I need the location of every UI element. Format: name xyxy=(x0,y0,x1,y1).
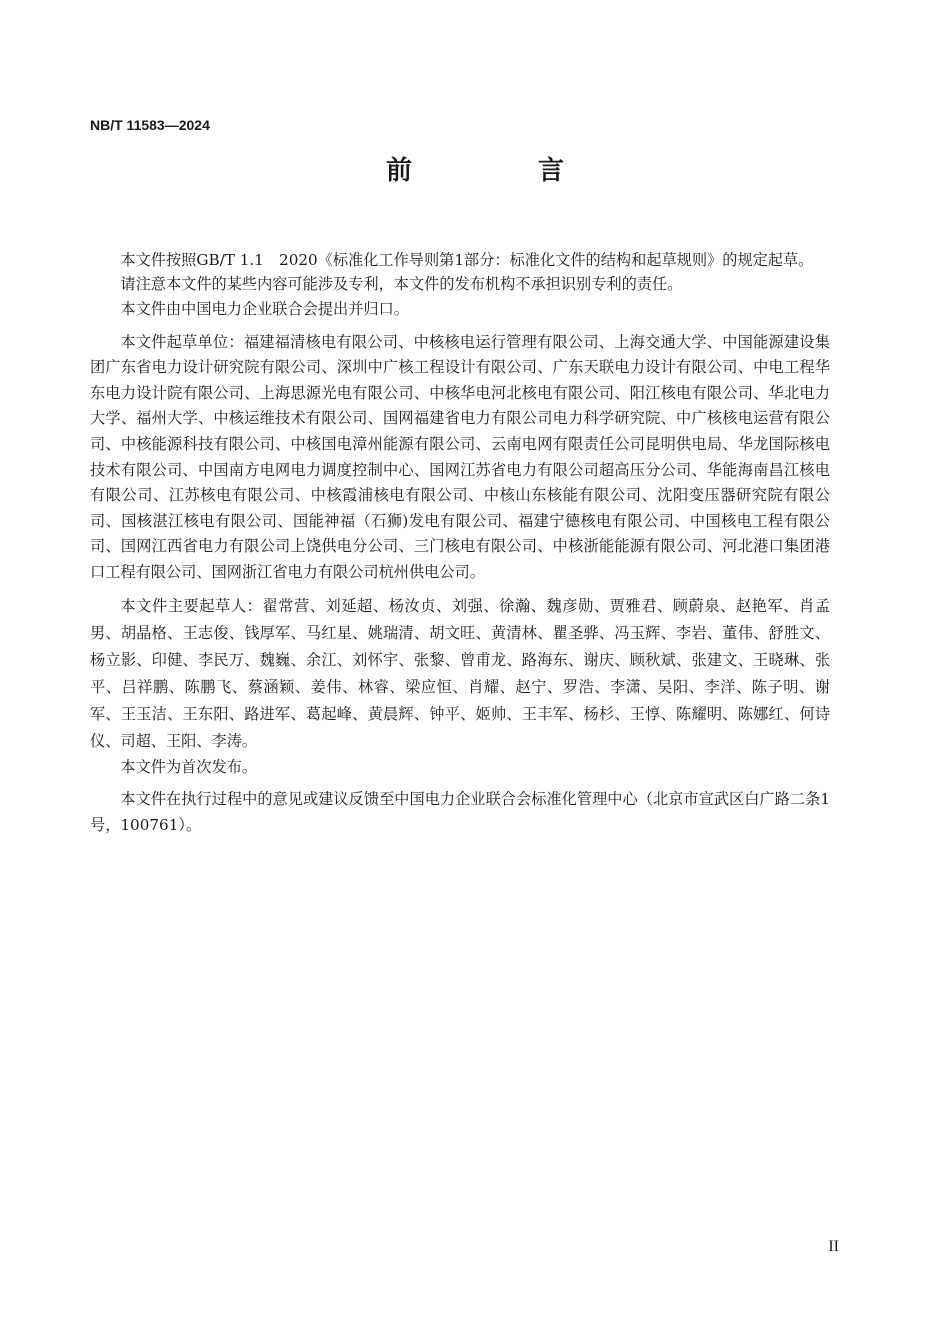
page-title: 前 言 xyxy=(385,156,614,186)
document-body xyxy=(90,249,830,838)
paragraph-drafting-rules: 本文件按照GB/T 1.1 2020《标准化工作导则第1部分：标准化文件的结构和起草规则》的规定起草。 xyxy=(120,251,814,269)
paragraph-patent-notice: 请注意本文件的某些内容可能涉及专利，本文件的发布机构不承担识别专利的责任。 xyxy=(120,274,683,293)
paragraph-feedback: 本文件在执行过程中的意见或建议反馈至中国电力企业联合会标准化管理中心（北京市宣武区白广路二条1号，100761）。 xyxy=(90,790,830,834)
paragraph-first-release: 本文件为首次发布。 xyxy=(120,757,258,776)
standard-code: NB/T 11583—2024 xyxy=(90,117,210,133)
paragraph-drafting-units: 本文件起草单位：福建福清核电有限公司、中核核电运行管理有限公司、上海交通大学、中国能源建设集团广东省电力设计研究院有限公司、深圳中广核工程设计有限公司、广东天联电力设计有限公司、中电工程华东电力设计院有限公司、上海思源光电有限公司、中核华电河北核电有限公司、阳江核电有限公司、华北电力大学、福州大学、中核运维技术有限公司、国网福建省电力有限公司电力科学研究院、中广核核电运营有限公司、中核能源科技有限公司、中核国电漳州能源有限公司、云南电网有限责任公司昆明供电局、华龙国际核电技术有限公司、中国南方电网电力调度控制中心、国网江苏省电力有限公司超高压分公司、华能海南昌江核电有限公司、江苏核电有限公司、中核霞浦核电有限公司、中核山东核能有限公司、沈阳变压器研究院有限公司、国核湛江核电有限公司、国能神福（石狮)发电有限公司、福建宁德核电有限公司、中国核电工程有限公司、国网江西省电力有限公司上饶供电分公司、三门核电有限公司、中核浙能能源有限公司、河北港口集团港口工程有限公司、国网浙江省电力有限公司杭州供电公司。 xyxy=(90,332,830,582)
paragraph-proposer: 本文件由中国电力企业联合会提出并归口。 xyxy=(120,300,409,319)
page-number: II xyxy=(828,1238,839,1255)
paragraph-drafters: 本文件主要起草人：翟常营、刘延超、杨汝贞、刘强、徐瀚、魏彦勋、贾雅君、顾蔚泉、赵艳军、肖孟男、胡晶格、王志俊、钱厚军、马红星、姚瑞清、胡文旺、黄清林、瞿圣骅、冯玉辉、李岩、董伟、舒胜文、杨立影、印健、李民万、魏巍、余江、刘怀宇、张黎、曾甫龙、路海东、谢庆、顾秋斌、张建文、王晓琳、张平、吕祥鹏、陈鹏飞、蔡涵颖、姜伟、林睿、梁应恒、肖耀、赵宁、罗浩、李潇、吴阳、李洋、陈子明、谢军、王玉洁、王东阳、路进军、葛起峰、黄晨辉、钟平、姬帅、王丰军、杨杉、王惇、陈耀明、陈娜红、何诗仪、司超、王阳、李涛。 xyxy=(90,596,830,750)
